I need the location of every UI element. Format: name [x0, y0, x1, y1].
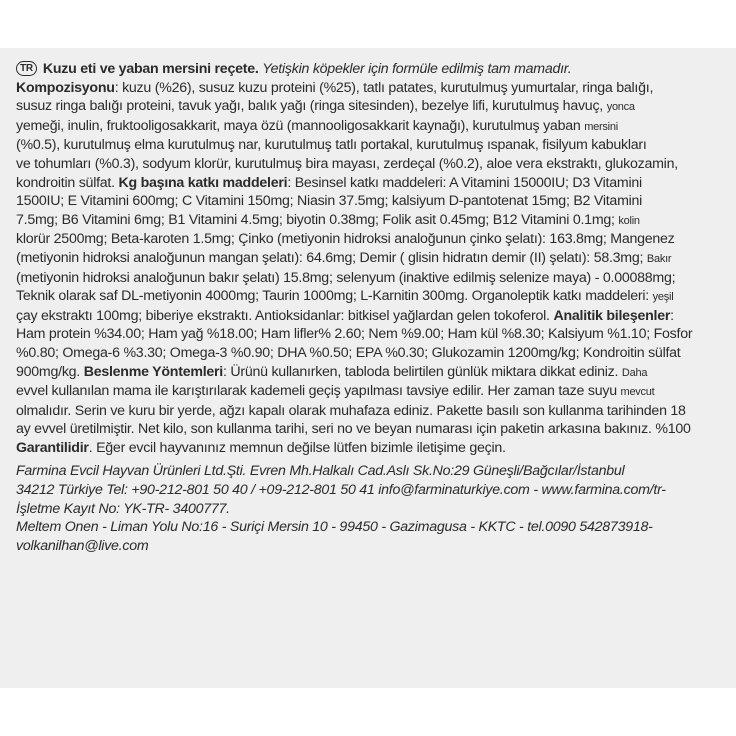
- label-text: ve tohumları (%0.3), sodyum klorür, kurutulmuş bira mayası, zerdeçal (%0.2), aloe vera ekstraktı, glukozamin,: [16, 155, 678, 172]
- label-text: yemeği, inulin, fruktooligosakkarit, maya özü (mannooligosakkarit kaynağı), kurutulmuş yaban: [16, 117, 585, 134]
- product-label: [0, 48, 736, 688]
- label-text: :: [670, 307, 674, 324]
- label-text: olmalıdır. Serin ve kuru bir yerde, ağzı kapalı olarak muhafaza ediniz. Pakette basılı son kullanma tarihinden 18: [16, 402, 686, 419]
- composition-line: [16, 192, 728, 211]
- label-text: mersini: [584, 120, 618, 133]
- contact-line: [16, 500, 728, 519]
- composition-line: [16, 420, 728, 439]
- label-text: : kuzu (%26), susuz kuzu proteini (%25), tatlı patates, kurutulmuş yumurtalar, ringa balığı,: [114, 79, 654, 96]
- composition-line: [16, 174, 728, 193]
- composition-line: [16, 287, 728, 307]
- label-text: Meltem Onen - Liman Yolu No:16 - Suriçi Mersin 10 - 99450 - Gazimagusa - KKTC - tel.0090 542873918-: [16, 519, 653, 536]
- composition-line: [16, 344, 728, 363]
- label-text: susuz ringa balığı proteini, tavuk yağı, balık yağı (ringa sitesinden), bezelye lifi, kurutulmuş havuç,: [16, 98, 607, 115]
- label-text: evvel kullanılan mama ile karıştırılarak kademeli geçiş yapılması tavsiye edilir. Her zaman taze suyu: [16, 383, 621, 400]
- language-badge: TR: [16, 61, 37, 76]
- label-text: : Ürünü kullanırken, tabloda belirtilen günlük miktara dikkat ediniz.: [223, 363, 622, 380]
- composition-line: [16, 439, 728, 458]
- label-text: Yetişkin köpekler için formüle edilmiş tam mamadır.: [262, 61, 572, 77]
- label-text: 34212 Türkiye Tel: +90-212-801 50 40 / +09-212-801 50 41 info@farminaturkiye.com - www.farmina.com/tr-: [16, 482, 666, 499]
- label-text: çay ekstraktı 100mg; biberiye ekstraktı. Antioksidanlar: bitkisel yağlardan gelen tokoferol.: [16, 307, 554, 324]
- label-text: 7.5mg; B6 Vitamini 6mg; B1 Vitamini 4.5mg; biyotin 0.38mg; Folik asit 0.45mg; B12 Vitamini 0.1mg;: [16, 211, 619, 228]
- label-text: klorür 2500mg; Beta-karoten 1.5mg; Çinko (metiyonin hidroksi analoğunun çinko şelatı): 163.8mg; Mangenez: [16, 231, 675, 248]
- composition-line: [16, 97, 728, 117]
- label-text: : Besinsel katkı maddeleri: A Vitamini 15000IU; D3 Vitamini: [287, 174, 642, 191]
- contact-line: [16, 462, 728, 481]
- composition-line: [16, 211, 728, 231]
- label-text: Bakır: [646, 252, 672, 265]
- label-text: kondroitin sülfat.: [16, 174, 119, 191]
- composition-line: [16, 269, 728, 288]
- label-footer: [16, 462, 728, 555]
- label-heading: Garantilidir: [16, 439, 89, 456]
- label-text: . Eğer evcil hayvanınız memnun değilse lütfen bizimle iletişime geçin.: [88, 439, 506, 456]
- label-text: (metiyonin hidroksi analoğunun mangan şelatı): 64.6mg; Demir ( glisin hidratın demir (II) şelatı): 58.3mg;: [16, 249, 647, 266]
- contact-line: [16, 518, 728, 537]
- composition-line: [16, 117, 728, 137]
- composition-line: [16, 155, 728, 174]
- composition-line: [16, 230, 728, 249]
- label-text: İşletme Kayıt No: YK-TR- 3400777.: [16, 500, 230, 517]
- label-heading: Kuzu eti ve yaban mersini reçete.: [42, 61, 263, 77]
- composition-line: [16, 382, 728, 402]
- label-text: Farmina Evcil Hayvan Ürünleri Ltd.Şti. Evren Mh.Halkalı Cad.Aslı Sk.No:29 Güneşli/Bağcılar/İstanbul: [16, 463, 625, 480]
- composition-line: [16, 363, 728, 383]
- label-text: ay evvel üretilmiştir. Net kilo, son kullanma tarihi, seri no ve beyan numarası için paketin arkasına bakınız. %100: [16, 421, 691, 438]
- label-text: (metiyonin hidroksi analoğunun bakır şelatı) 15.8mg; selenyum (inaktive edilmiş selenize maya) - 0.00088mg;: [16, 269, 676, 286]
- composition-line: [16, 79, 728, 98]
- label-heading: Kompozisyonu: [16, 79, 115, 96]
- composition-line: [16, 402, 728, 421]
- label-heading: Beslenme Yöntemleri: [83, 363, 223, 380]
- composition-line: [16, 60, 728, 79]
- contact-line: [16, 481, 728, 500]
- label-text: 1500IU; E Vitamini 600mg; C Vitamini 150mg; Niasin 37.5mg; kalsiyum D-pantotenat 15mg; B2 Vitamini: [16, 193, 643, 210]
- label-text: mevcut: [620, 386, 655, 399]
- label-text: Daha: [621, 366, 648, 379]
- label-text: kolin: [618, 214, 640, 227]
- label-text: Ham protein %34.00; Ham yağ %18.00; Ham lifler% 2.60; Nem %9.00; Ham kül %8.30; Kalsiyum %1.10; Fosfor: [16, 326, 693, 343]
- label-body: [16, 60, 728, 457]
- label-text: volkanilhan@live.com: [16, 537, 149, 554]
- composition-line: [16, 307, 728, 326]
- composition-line: [16, 136, 728, 155]
- composition-line: [16, 325, 728, 344]
- label-text: (%0.5), kurutulmuş elma kurutulmuş nar, kurutulmuş tatlı portakal, kurutulmuş ıspanak, fisilyum kabukları: [16, 137, 647, 154]
- label-text: yonca: [606, 101, 635, 114]
- label-heading: Analitik bileşenler: [553, 307, 671, 324]
- label-heading: Kg başına katkı maddeleri: [118, 174, 288, 191]
- label-text: %0.80; Omega-6 %3.30; Omega-3 %0.90; DHA %0.50; EPA %0.30; Glukozamin 1200mg/kg; Kondroitin sülfat: [16, 344, 681, 361]
- label-text: yeşil: [652, 291, 674, 304]
- label-text: 900mg/kg.: [16, 363, 84, 380]
- composition-line: [16, 249, 728, 269]
- label-text: Teknik olarak saf DL-metiyonin 4000mg; Taurin 1000mg; L-Karnitin 300mg. Organoleptik katkı maddeleri:: [16, 288, 653, 305]
- contact-line: [16, 537, 728, 556]
